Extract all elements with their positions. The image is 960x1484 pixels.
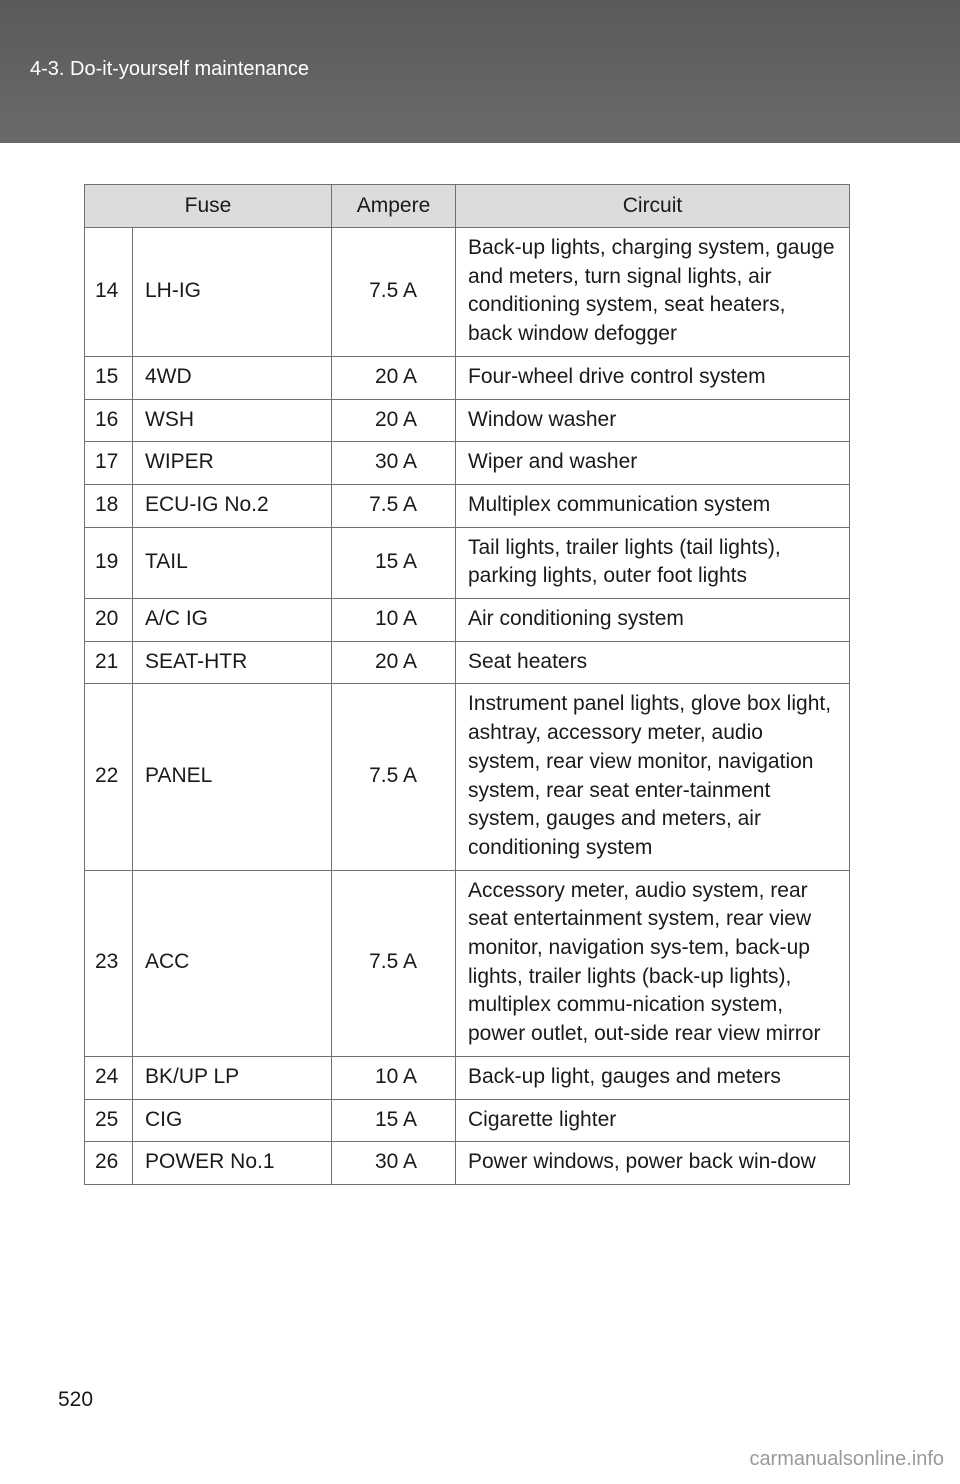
fuse-number: 26 <box>85 1142 133 1185</box>
circuit-description: Accessory meter, audio system, rear seat entertainment system, rear view monitor, navigation sys-tem, back-up lights, trailer lights (back-up lights), multiplex commu-nication system, power outlet, out-side rear view mirror <box>456 870 850 1056</box>
ampere-value: 20 A <box>332 399 456 442</box>
table-row <box>85 484 850 527</box>
fuse-number: 16 <box>85 399 133 442</box>
ampere-value: 20 A <box>332 356 456 399</box>
fuse-name: CIG <box>133 1099 332 1142</box>
table-row <box>85 228 850 357</box>
column-header-circuit: Circuit <box>456 185 850 228</box>
circuit-description: Wiper and washer <box>456 442 850 485</box>
column-header-ampere: Ampere <box>332 185 456 228</box>
fuse-number: 23 <box>85 870 133 1056</box>
table-header-row <box>85 185 850 228</box>
table-row <box>85 1099 850 1142</box>
ampere-value: 10 A <box>332 1056 456 1099</box>
ampere-value: 7.5 A <box>332 228 456 357</box>
table-row <box>85 641 850 684</box>
fuse-name: WSH <box>133 399 332 442</box>
ampere-value: 15 A <box>332 1099 456 1142</box>
table-row <box>85 527 850 598</box>
circuit-description: Seat heaters <box>456 641 850 684</box>
ampere-value: 10 A <box>332 599 456 642</box>
table-row <box>85 1142 850 1185</box>
circuit-description: Window washer <box>456 399 850 442</box>
circuit-description: Tail lights, trailer lights (tail lights), parking lights, outer foot lights <box>456 527 850 598</box>
table-row <box>85 684 850 870</box>
fuse-number: 14 <box>85 228 133 357</box>
fuse-name: WIPER <box>133 442 332 485</box>
table-row <box>85 870 850 1056</box>
circuit-description: Power windows, power back win-dow <box>456 1142 850 1185</box>
ampere-value: 30 A <box>332 1142 456 1185</box>
circuit-description: Instrument panel lights, glove box light, ashtray, accessory meter, audio system, rear view monitor, navigation system, rear seat enter-tainment system, gauges and meters, air conditioning system <box>456 684 850 870</box>
fuse-table <box>84 184 850 1185</box>
fuse-number: 15 <box>85 356 133 399</box>
ampere-value: 7.5 A <box>332 870 456 1056</box>
fuse-name: PANEL <box>133 684 332 870</box>
column-header-fuse: Fuse <box>85 185 332 228</box>
ampere-value: 20 A <box>332 641 456 684</box>
fuse-number: 20 <box>85 599 133 642</box>
circuit-description: Multiplex communication system <box>456 484 850 527</box>
circuit-description: Air conditioning system <box>456 599 850 642</box>
fuse-number: 19 <box>85 527 133 598</box>
fuse-number: 25 <box>85 1099 133 1142</box>
ampere-value: 7.5 A <box>332 684 456 870</box>
section-header-bar <box>0 0 960 143</box>
fuse-number: 24 <box>85 1056 133 1099</box>
fuse-name: LH-IG <box>133 228 332 357</box>
fuse-number: 22 <box>85 684 133 870</box>
fuse-name: SEAT-HTR <box>133 641 332 684</box>
table-row <box>85 399 850 442</box>
fuse-name: ACC <box>133 870 332 1056</box>
ampere-value: 7.5 A <box>332 484 456 527</box>
table-row <box>85 356 850 399</box>
fuse-number: 18 <box>85 484 133 527</box>
fuse-name: 4WD <box>133 356 332 399</box>
circuit-description: Back-up light, gauges and meters <box>456 1056 850 1099</box>
table-row <box>85 442 850 485</box>
circuit-description: Four-wheel drive control system <box>456 356 850 399</box>
fuse-name: A/C IG <box>133 599 332 642</box>
fuse-name: TAIL <box>133 527 332 598</box>
circuit-description: Back-up lights, charging system, gauge and meters, turn signal lights, air conditioning system, seat heaters, back window defogger <box>456 228 850 357</box>
circuit-description: Cigarette lighter <box>456 1099 850 1142</box>
page-number: 520 <box>58 1388 94 1411</box>
fuse-name: POWER No.1 <box>133 1142 332 1185</box>
fuse-name: ECU-IG No.2 <box>133 484 332 527</box>
table-row <box>85 599 850 642</box>
ampere-value: 15 A <box>332 527 456 598</box>
watermark: carmanualsonline.info <box>749 1448 944 1470</box>
ampere-value: 30 A <box>332 442 456 485</box>
section-title: 4-3. Do-it-yourself maintenance <box>30 58 310 80</box>
fuse-number: 21 <box>85 641 133 684</box>
table-row <box>85 1056 850 1099</box>
fuse-name: BK/UP LP <box>133 1056 332 1099</box>
fuse-number: 17 <box>85 442 133 485</box>
